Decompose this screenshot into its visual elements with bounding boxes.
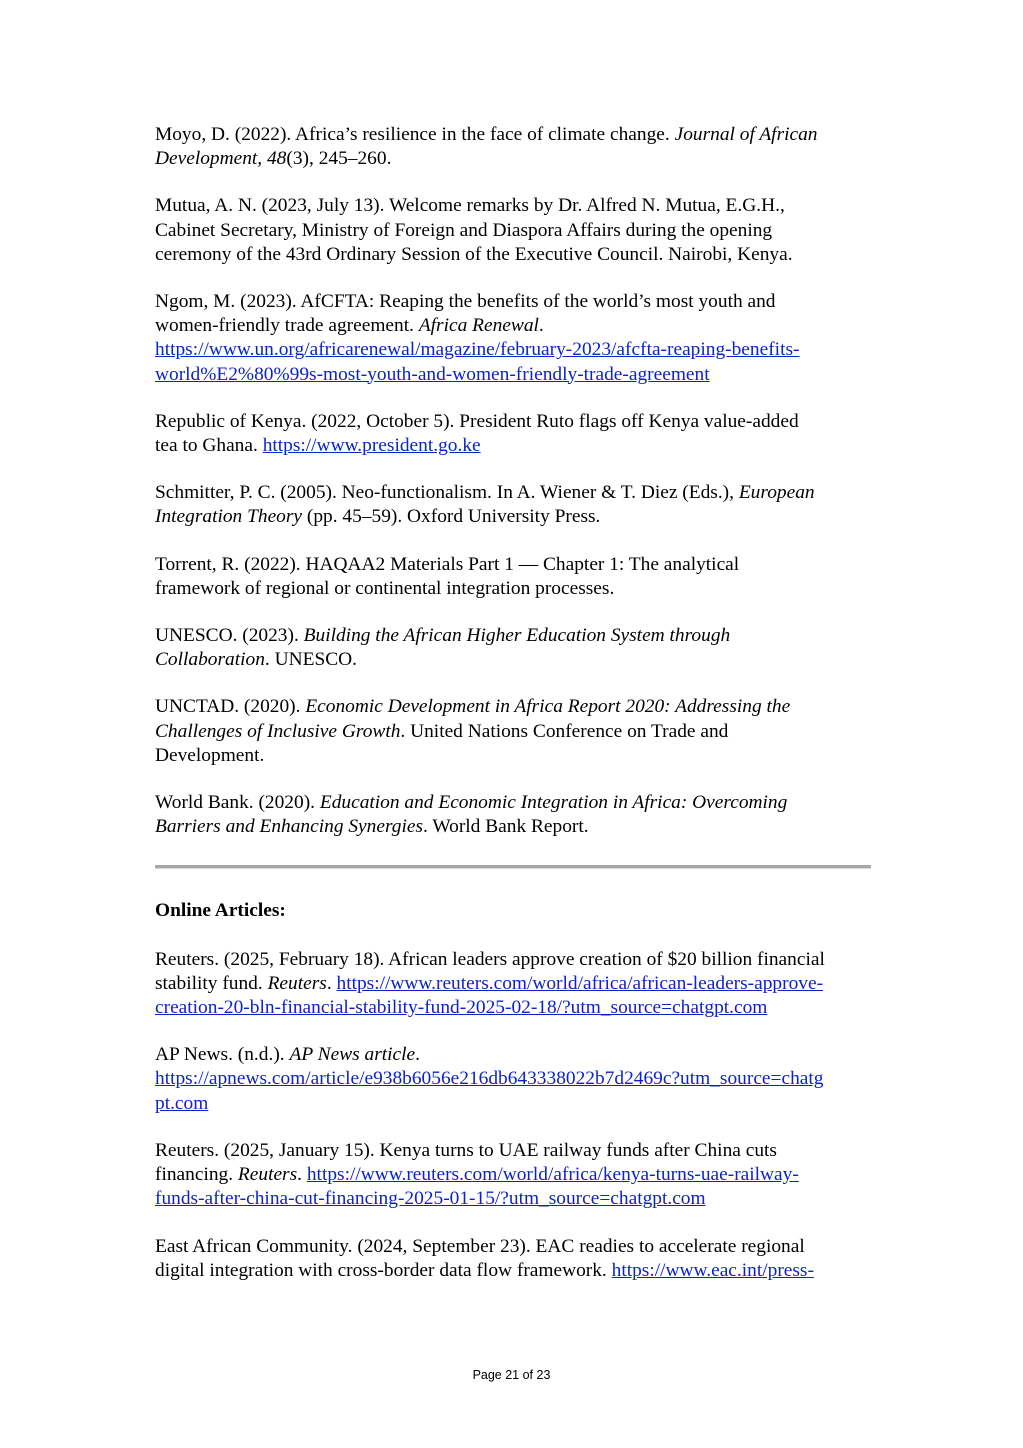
reference-line <box>155 648 871 672</box>
reference-list <box>155 123 871 839</box>
reference-line <box>155 624 871 648</box>
reference-text: framework of regional or continental integration processes. <box>155 577 615 599</box>
horizontal-rule <box>155 865 871 869</box>
reference-line <box>155 1092 871 1116</box>
reference-line <box>155 1139 871 1163</box>
italic-title-text: Challenges of Inclusive Growth <box>155 720 401 742</box>
reference-line <box>155 363 871 387</box>
reference-line <box>155 147 871 171</box>
reference-line <box>155 972 871 996</box>
reference-line <box>155 948 871 972</box>
reference-text: UNCTAD. (2020). <box>155 696 306 718</box>
reference-line <box>155 1067 871 1091</box>
reference-text: Cabinet Secretary, Ministry of Foreign and Diaspora Affairs during the opening <box>155 219 773 241</box>
reference-text: Torrent, R. (2022). HAQAA2 Materials Part 1 — Chapter 1: The analytical <box>155 553 740 575</box>
reference-link[interactable]: creation-20-bln-financial-stability-fund-2025-02-18/?utm_source=chatgpt.com <box>155 997 768 1019</box>
reference-line <box>155 434 871 458</box>
reference-line <box>155 481 871 505</box>
reference-text: tea to Ghana. <box>155 435 263 457</box>
reference-text: AP News. (n.d.). <box>155 1044 290 1066</box>
reference-line <box>155 123 871 147</box>
reference-line <box>155 1043 871 1067</box>
reference-text: . <box>297 1164 307 1186</box>
reference-line <box>155 1235 871 1259</box>
reference-entry <box>155 123 871 171</box>
reference-line <box>155 290 871 314</box>
reference-text: Republic of Kenya. (2022, October 5). President Ruto flags off Kenya value-added <box>155 410 799 432</box>
reference-link[interactable]: https://www.president.go.ke <box>262 435 481 457</box>
reference-text: . World Bank Report. <box>423 816 589 838</box>
reference-link[interactable]: https://www.eac.int/press- <box>611 1259 814 1281</box>
reference-line <box>155 338 871 362</box>
reference-text: Mutua, A. N. (2023, July 13). Welcome remarks by Dr. Alfred N. Mutua, E.G.H., <box>155 195 785 217</box>
reference-text: digital integration with cross-border data flow framework. <box>155 1259 612 1281</box>
reference-line <box>155 219 871 243</box>
reference-text: financing. <box>155 1164 238 1186</box>
reference-text: (3), 245–260. <box>286 148 392 170</box>
reference-line <box>155 1259 871 1283</box>
reference-link[interactable]: funds-after-china-cut-financing-2025-01-15/?utm_source=chatgpt.com <box>155 1188 706 1210</box>
reference-line <box>155 1187 871 1211</box>
reference-text: . UNESCO. <box>264 649 358 671</box>
reference-line <box>155 695 871 719</box>
reference-line <box>155 996 871 1020</box>
reference-text: (pp. 45–59). Oxford University Press. <box>302 506 601 528</box>
italic-title-text: European <box>738 482 815 504</box>
italic-title-text: Reuters <box>267 972 327 994</box>
reference-entry <box>155 624 871 672</box>
italic-title-text: Journal of African <box>674 124 818 145</box>
reference-link[interactable]: https://apnews.com/article/e938b6056e216db643338022b7d2469c?utm_source=chatg <box>155 1068 824 1090</box>
reference-text: Development. <box>155 744 265 766</box>
italic-title-text: Barriers and Enhancing Synergies <box>155 816 424 838</box>
online-article-entry <box>155 1235 871 1283</box>
italic-title-text: Integration Theory <box>155 506 303 528</box>
online-article-entry <box>155 1139 871 1212</box>
reference-line <box>155 815 871 839</box>
italic-title-text: Education and Economic Integration in Africa: Overcoming <box>319 792 788 814</box>
reference-line <box>155 243 871 267</box>
reference-text: ceremony of the 43rd Ordinary Session of the Executive Council. Nairobi, Kenya. <box>155 243 793 265</box>
online-article-entry <box>155 1043 871 1116</box>
reference-text: Schmitter, P. C. (2005). Neo-functionalism. In A. Wiener & T. Diez (Eds.), <box>155 482 739 504</box>
italic-title-text: Reuters <box>237 1164 298 1186</box>
reference-line <box>155 410 871 434</box>
reference-entry <box>155 695 871 768</box>
reference-line <box>155 791 871 815</box>
reference-entry <box>155 410 871 458</box>
reference-line <box>155 314 871 338</box>
reference-link[interactable]: https://www.reuters.com/world/africa/african-leaders-approve- <box>336 972 824 994</box>
reference-line <box>155 505 871 529</box>
reference-entry <box>155 194 871 267</box>
italic-title-text: AP News article <box>289 1044 416 1066</box>
reference-line <box>155 1163 871 1187</box>
italic-title-text: Collaboration <box>155 649 265 671</box>
reference-line <box>155 744 871 768</box>
reference-line <box>155 720 871 744</box>
reference-text: stability fund. <box>155 972 268 994</box>
reference-text: . <box>538 315 544 337</box>
reference-text: Moyo, D. (2022). Africa’s resilience in the face of climate change. <box>155 124 675 145</box>
italic-title-text: Economic Development in Africa Report 2020: Addressing the <box>305 696 791 718</box>
reference-line <box>155 577 871 601</box>
reference-entry <box>155 290 871 387</box>
reference-link[interactable]: world%E2%80%99s-most-youth-and-women-friendly-trade-agreement <box>155 363 710 385</box>
reference-link[interactable]: pt.com <box>155 1092 209 1114</box>
online-articles-list <box>155 948 871 1283</box>
italic-title-text: Development, 48 <box>155 148 287 170</box>
reference-text: Ngom, M. (2023). AfCFTA: Reaping the benefits of the world’s most youth and <box>155 291 776 313</box>
reference-text: Reuters. (2025, February 18). African leaders approve creation of $20 billion financial <box>155 948 825 970</box>
document-page <box>155 123 871 1306</box>
reference-link[interactable]: https://www.reuters.com/world/africa/kenya-turns-uae-railway- <box>306 1164 799 1186</box>
reference-entry <box>155 791 871 839</box>
reference-entry <box>155 481 871 529</box>
reference-entry <box>155 553 871 601</box>
online-article-entry <box>155 948 871 1021</box>
reference-text: . United Nations Conference on Trade and <box>400 720 729 742</box>
italic-title-text: Africa Renewal <box>418 315 539 337</box>
reference-text: East African Community. (2024, September 23). EAC readies to accelerate regional <box>155 1235 805 1257</box>
reference-text: . <box>415 1044 420 1066</box>
reference-text: World Bank. (2020). <box>155 792 320 814</box>
reference-text: Reuters. (2025, January 15). Kenya turns to UAE railway funds after China cuts <box>155 1139 777 1161</box>
online-articles-heading: Online Articles: <box>155 900 286 922</box>
reference-text: UNESCO. (2023). <box>155 625 304 647</box>
reference-line <box>155 194 871 218</box>
reference-link[interactable]: https://www.un.org/africarenewal/magazine/february-2023/afcfta-reaping-benefits- <box>155 339 800 361</box>
reference-line <box>155 553 871 577</box>
reference-text: women-friendly trade agreement. <box>155 315 419 337</box>
reference-text: . <box>326 972 337 994</box>
page-number: Page 21 of 23 <box>472 1368 551 1382</box>
italic-title-text: Building the African Higher Education System through <box>303 625 731 647</box>
